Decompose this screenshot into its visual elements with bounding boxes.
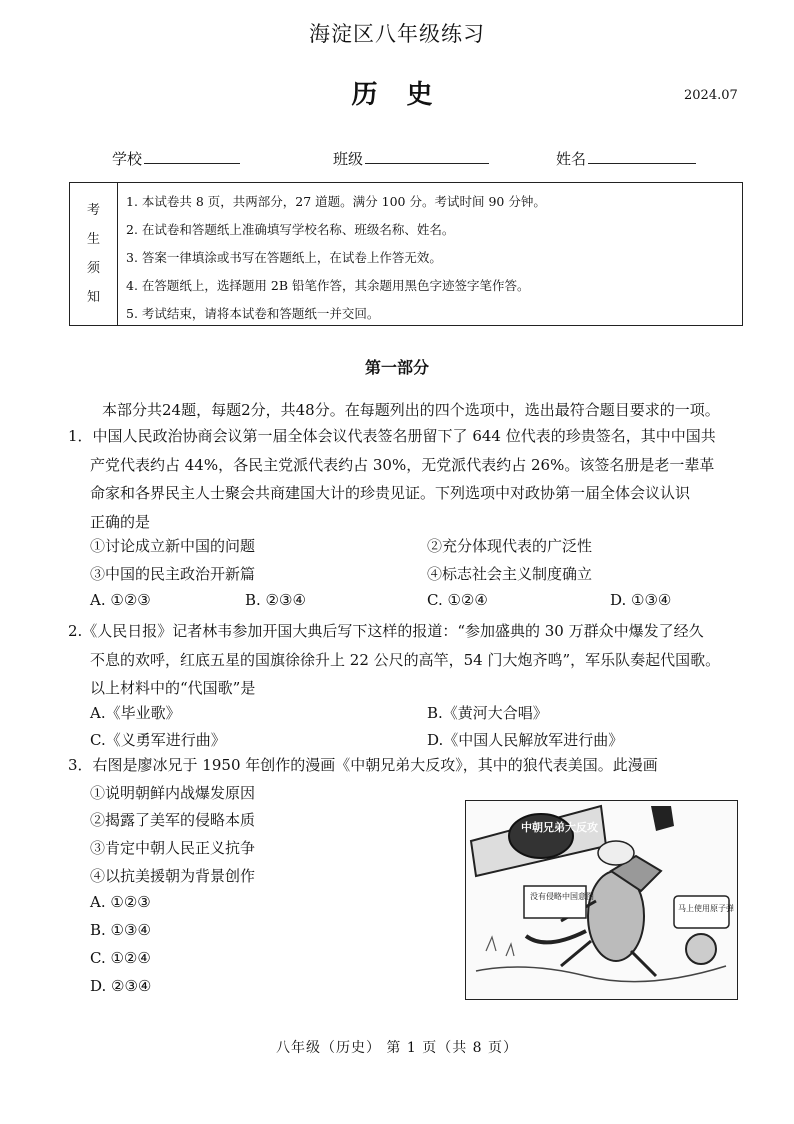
notice-item: 2. 在试卷和答题纸上准确填写学校名称、班级名称、姓名。 — [126, 222, 455, 237]
q2-option-b[interactable]: B.《黄河大合唱》 — [427, 704, 548, 722]
cartoon-sign-text: 没有侵略中国意图 — [530, 892, 594, 901]
part-intro: 本部分共24题，每题2分，共48分。在每题列出的四个选项中，选出最符合题目要求的一项。 — [102, 401, 720, 419]
notice-item: 5. 考试结束，请将本试卷和答题纸一并交回。 — [126, 306, 380, 321]
notice-label — [70, 183, 118, 325]
q1-statement: ①讨论成立新中国的问题 — [90, 537, 256, 555]
q1-statement: ④标志社会主义制度确立 — [427, 565, 593, 583]
q1-option-c[interactable]: C. ①②④ — [427, 591, 488, 609]
q2-option-c[interactable]: C.《义勇军进行曲》 — [90, 731, 226, 749]
cartoon-image — [465, 800, 738, 1000]
q3-option-d[interactable]: D. ②③④ — [90, 977, 152, 995]
q3-statement: ②揭露了美军的侵略本质 — [90, 811, 256, 829]
question-text-line: 产党代表约占 44%，各民主党派代表约占 30%，无党派代表约占 26%。该签名册是老一辈革 — [90, 455, 715, 474]
cartoon-bubble-text: 马上使用原子弹 — [678, 904, 734, 913]
class-label: 班级 — [333, 150, 364, 168]
question-text-line: 命家和各界民主人士聚会共商建国大计的珍贵见证。下列选项中对政协第一届全体会议认识 — [90, 484, 691, 502]
class-blank[interactable] — [365, 149, 489, 164]
q2-option-a[interactable]: A.《毕业歌》 — [90, 704, 181, 722]
q2-option-d[interactable]: D.《中国人民解放军进行曲》 — [427, 731, 624, 749]
notice-label-char: 须 — [86, 261, 100, 276]
notice-item: 1. 本试卷共 8 页，共两部分，27 道题。满分 100 分。考试时间 90 分钟。 — [126, 194, 546, 209]
notice-list — [126, 188, 736, 328]
notice-label-char: 生 — [86, 232, 100, 247]
school-title: 海淀区八年级练习 — [309, 22, 485, 46]
q1-option-a[interactable]: A. ①②③ — [90, 591, 151, 609]
exam-date: 2024.07 — [684, 88, 738, 103]
exam-notice-box — [69, 182, 743, 326]
question-3-stem: 3．右图是廖冰兄于 1950 年创作的漫画《中朝兄弟大反攻》，其中的狼代表美国。此漫画 — [68, 756, 658, 774]
question-1-stem — [68, 422, 716, 536]
q3-option-c[interactable]: C. ①②④ — [90, 949, 151, 967]
question-text-line: 以上材料中的“代国歌”是 — [90, 679, 256, 697]
school-field — [112, 148, 240, 169]
q1-statement: ③中国的民主政治开新篇 — [90, 565, 256, 583]
question-text-line: 正确的是 — [90, 512, 151, 531]
name-label: 姓名 — [556, 150, 587, 168]
notice-item: 3. 答案一律填涂或书写在答题纸上，在试卷上作答无效。 — [126, 250, 442, 265]
q3-statement: ④以抗美援朝为背景创作 — [90, 867, 256, 885]
q3-option-b[interactable]: B. ①③④ — [90, 921, 151, 939]
q3-option-a[interactable]: A. ①②③ — [90, 893, 151, 911]
question-2-stem — [68, 617, 720, 703]
question-text-line: 不息的欢呼，红底五星的国旗徐徐升上 22 公尺的高竿，54 门大炮齐鸣”，军乐队奏起代国歌。 — [90, 650, 721, 669]
question-text-line: 2.《人民日报》记者林韦参加开国大典后写下这样的报道：“参加盛典的 30 万群众中爆发了经久 — [68, 622, 704, 640]
cartoon-drawing — [466, 801, 736, 998]
q1-statement: ②充分体现代表的广泛性 — [427, 537, 593, 555]
page-footer: 八年级（历史） 第 1 页（共 8 页） — [275, 1040, 519, 1056]
q3-statement: ①说明朝鲜内战爆发原因 — [90, 784, 256, 802]
q1-option-d[interactable]: D. ①③④ — [610, 591, 672, 609]
school-label: 学校 — [112, 150, 143, 168]
notice-label-char: 知 — [86, 290, 100, 305]
notice-label-char: 考 — [86, 203, 100, 218]
name-field — [556, 148, 696, 169]
class-field — [333, 148, 489, 169]
q1-option-b[interactable]: B. ②③④ — [245, 591, 306, 609]
school-blank[interactable] — [144, 149, 240, 164]
notice-item: 4. 在答题纸上，选择题用 2B 铅笔作答，其余题用黑色字迹签字笔作答。 — [126, 278, 530, 293]
subject-title: 历 史 — [351, 80, 443, 110]
cartoon-fist-text: 中朝兄弟大反攻 — [521, 821, 598, 834]
part-title: 第一部分 — [364, 358, 429, 377]
question-text-line: 1．中国人民政治协商会议第一届全体会议代表签名册留下了 644 位代表的珍贵签名，其中中国共 — [68, 427, 716, 445]
name-blank[interactable] — [588, 149, 696, 164]
q3-statement: ③肯定中朝人民正义抗争 — [90, 839, 256, 857]
